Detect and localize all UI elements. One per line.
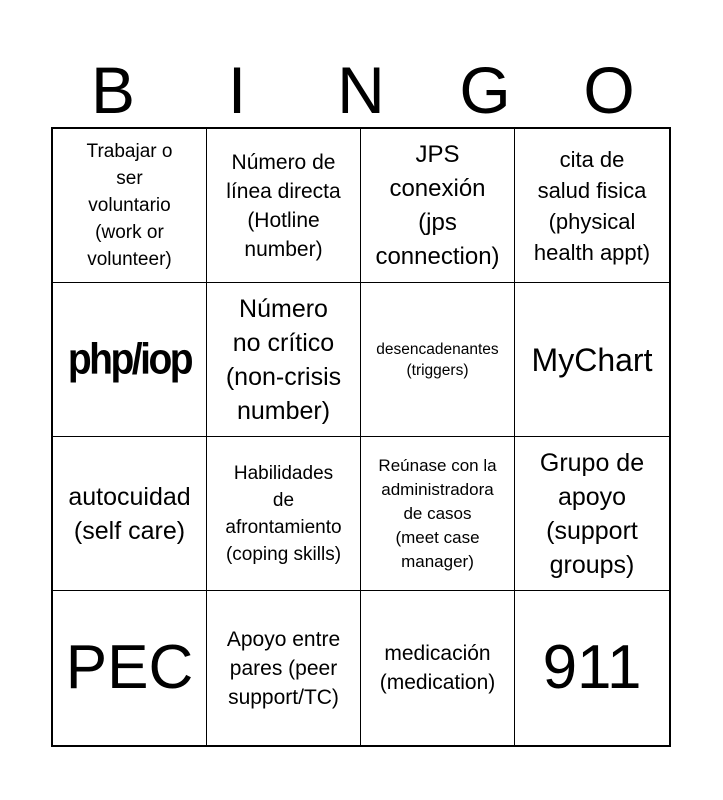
bingo-cell-14[interactable] xyxy=(207,591,361,745)
bingo-cell-6[interactable] xyxy=(207,283,361,437)
bingo-cell-text: Grupo de apoyo (support groups) xyxy=(539,448,645,579)
bingo-cell-text: Número de línea directa (Hotline number) xyxy=(226,150,341,261)
bingo-cell-text: Reúnase con la administradora de casos (meet case manager) xyxy=(378,455,497,571)
bingo-cell-4[interactable] xyxy=(515,129,669,283)
bingo-cell-11[interactable] xyxy=(361,437,515,591)
bingo-cell-1[interactable] xyxy=(53,129,207,283)
header-letter-g: G xyxy=(459,53,511,127)
bingo-cell-2[interactable] xyxy=(207,129,361,283)
bingo-cell-8[interactable] xyxy=(515,283,669,437)
bingo-cell-3[interactable] xyxy=(361,129,515,283)
bingo-cell-10[interactable] xyxy=(207,437,361,591)
bingo-cell-text: cita de salud fisica (physical health appt) xyxy=(533,146,651,265)
bingo-cell-text: Habilidades de afrontamiento (coping skills) xyxy=(225,462,342,565)
bingo-cell-9[interactable] xyxy=(53,437,207,591)
bingo-cell-12[interactable] xyxy=(515,437,669,591)
bingo-cell-text: MyChart xyxy=(531,341,653,378)
header-letter-o: O xyxy=(583,53,635,127)
bingo-cell-text: 911 xyxy=(542,633,642,702)
header-letter-n: N xyxy=(337,53,385,127)
php-iop-logo: php/iop xyxy=(67,335,192,384)
bingo-cell-7[interactable] xyxy=(361,283,515,437)
bingo-cell-16[interactable] xyxy=(515,591,669,745)
bingo-header xyxy=(51,52,671,128)
bingo-cell-text: Trabajar o ser voluntario (work or volunteer) xyxy=(86,141,173,270)
header-letter-i: I xyxy=(227,53,247,127)
bingo-cell-text: medicación (medication) xyxy=(379,642,496,694)
bingo-cell-text: Apoyo entre pares (peer support/TC) xyxy=(226,627,341,709)
bingo-cell-text: JPS conexión (jps connection) xyxy=(375,140,500,270)
bingo-card-grid xyxy=(51,127,671,747)
bingo-cell-13[interactable] xyxy=(53,591,207,745)
bingo-cell-15[interactable] xyxy=(361,591,515,745)
header-letter-b: B xyxy=(90,53,136,127)
bingo-cell-text: PEC xyxy=(65,633,194,702)
bingo-cell-text: autocuidad (self care) xyxy=(68,482,191,545)
bingo-cell-text: desencadenantes (triggers) xyxy=(376,340,499,379)
bingo-cell-text: Número no crítico (non-crisis number) xyxy=(225,294,342,425)
bingo-cell-5[interactable] xyxy=(53,283,207,437)
